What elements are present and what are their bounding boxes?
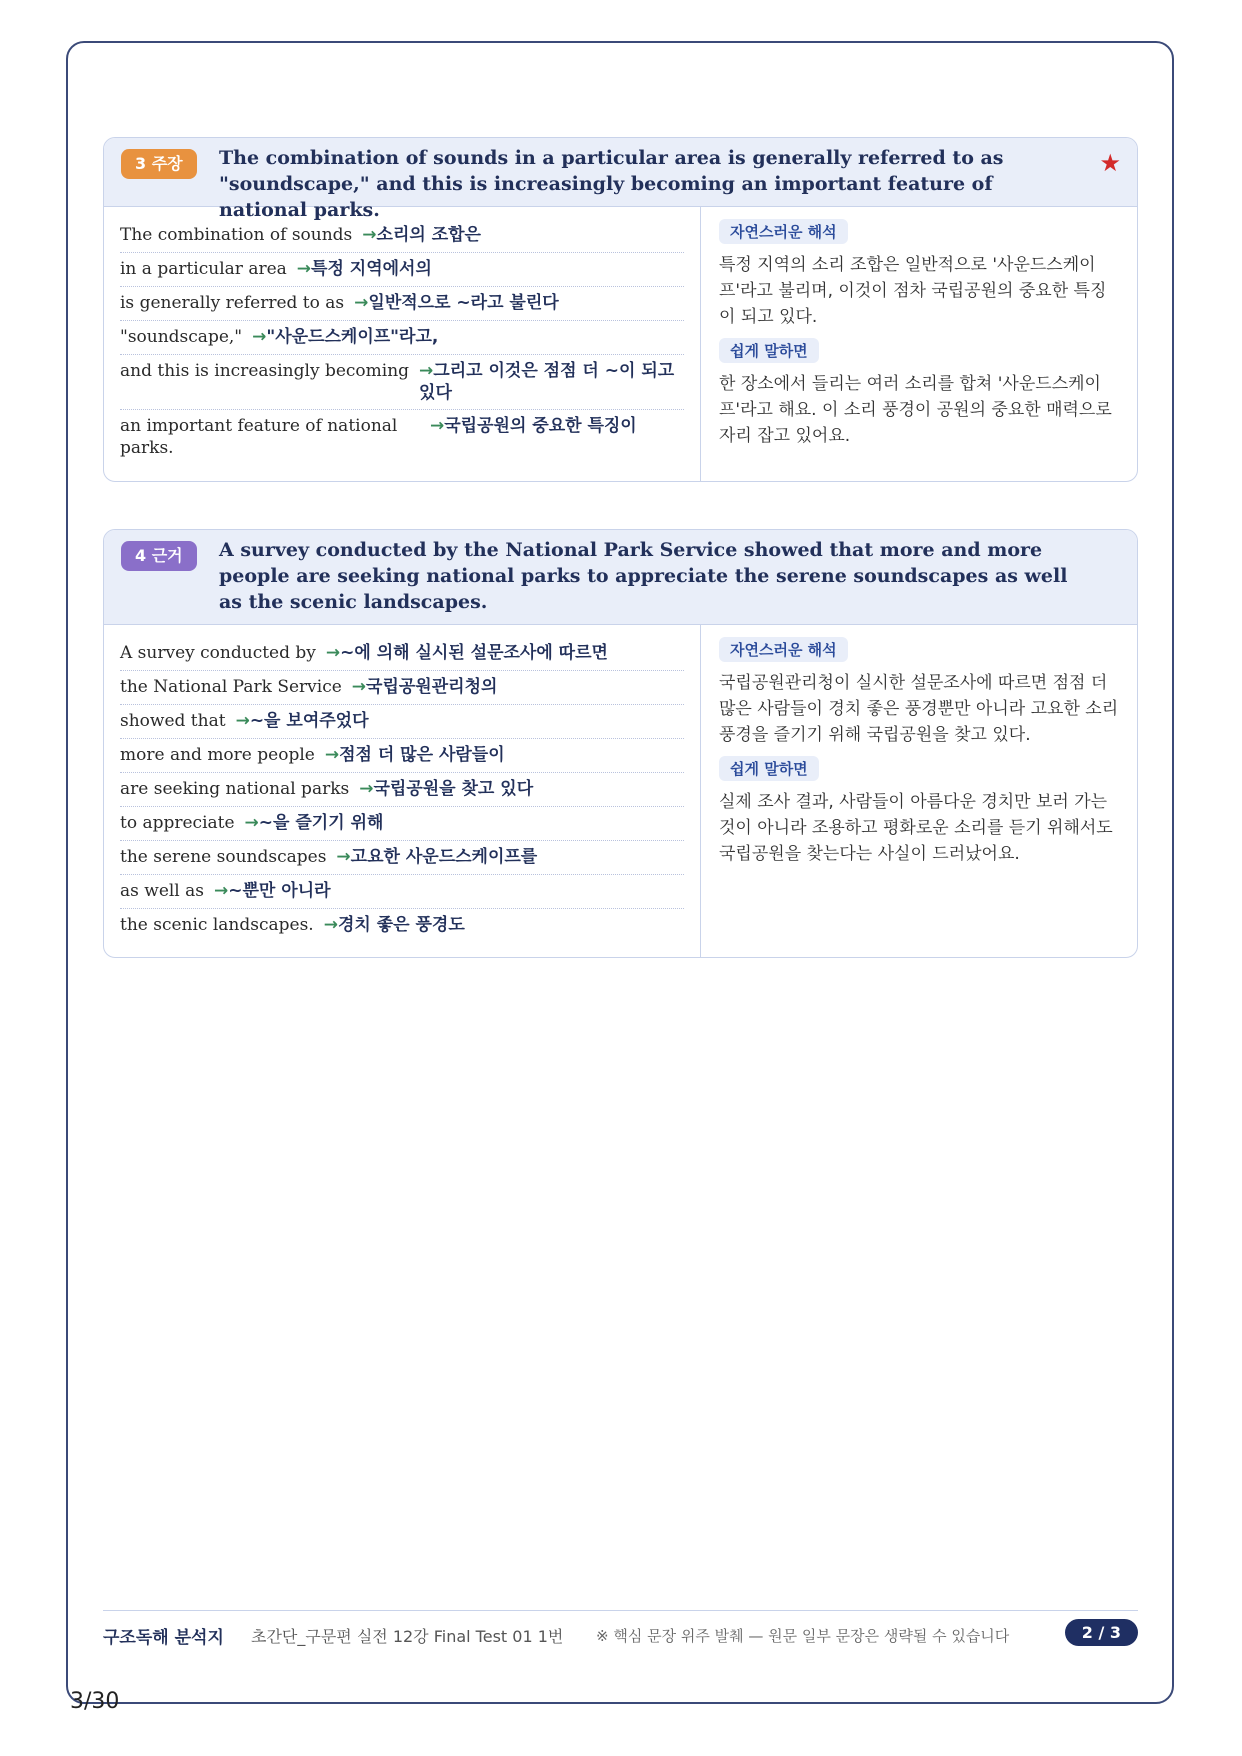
evidence-badge: 4 근거 [121, 541, 197, 571]
card-body [104, 625, 1137, 957]
page-indicator: 2 / 3 [1065, 1619, 1138, 1646]
easy-explanation-label: 쉽게 말하면 [719, 756, 819, 781]
chunk-english: to appreciate [120, 813, 235, 833]
translation-column [701, 207, 1137, 481]
footer-title: 구조독해 분석지 [103, 1628, 224, 1648]
chunk-korean: → ~에 의해 실시된 설문조사에 따르면 [326, 642, 608, 664]
chunk-korean: → ~뿐만 아니라 [214, 880, 331, 902]
key-sentence: A survey conducted by the National Park Service showed that more and more people are seeking national parks to appreciate the serene soundscapes as well as the scenic landscapes. [219, 539, 1068, 613]
chunk-row [120, 253, 684, 287]
footer-note: ※ 핵심 문장 위주 발췌 — 원문 일부 문장은 생략될 수 있습니다 [596, 1627, 1010, 1645]
chunk-korean: → "사운드스케이프"라고, [252, 326, 438, 348]
easy-explanation-text: 실제 조사 결과, 사람들이 아름다운 경치만 보러 가는 것이 아니라 조용하고 평화로운 소리를 듣기 위해서도 국립공원을 찾는다는 사실이 드러났어요. [719, 792, 1113, 864]
chunk-korean: → ~을 보여주었다 [236, 710, 369, 732]
card-header [104, 138, 1137, 221]
chunk-english: A survey conducted by [120, 643, 316, 663]
chunk-column [104, 625, 701, 957]
chunk-row [120, 287, 684, 321]
chunk-korean: → ~을 즐기기 위해 [245, 812, 384, 834]
star-icon: ★ [1099, 149, 1121, 177]
chunk-english: the National Park Service [120, 677, 342, 697]
chunk-row [120, 909, 684, 942]
chunk-column [104, 207, 701, 481]
chunk-korean: → 점점 더 많은 사람들이 [325, 744, 505, 766]
chunk-english: The combination of sounds [120, 225, 353, 245]
easy-explanation-text: 한 장소에서 들리는 여러 소리를 합쳐 '사운드스케이프'라고 해요. 이 소리 풍경이 공원의 중요한 매력으로 자리 잡고 있어요. [719, 374, 1112, 446]
chunk-korean: → 국립공원관리청의 [352, 676, 498, 698]
chunk-english: as well as [120, 881, 205, 901]
chunk-row [120, 773, 684, 807]
chunk-row [120, 321, 684, 355]
chunk-korean: → 그리고 이것은 점점 더 ~이 되고 있다 [419, 360, 684, 404]
sentence-card-4 [103, 529, 1138, 958]
natural-translation-text: 특정 지역의 소리 조합은 일반적으로 '사운드스케이프'라고 불리며, 이것이 점차 국립공원의 중요한 특징이 되고 있다. [719, 255, 1107, 327]
chunk-english: an important feature of national parks. [120, 416, 398, 458]
chunk-korean: → 특정 지역에서의 [297, 258, 432, 280]
page-footer [103, 1610, 1138, 1650]
chunk-row [120, 705, 684, 739]
chunk-row [120, 739, 684, 773]
chunk-english: and this is increasingly becoming [120, 361, 410, 381]
document-page-count: 3/30 [70, 1689, 120, 1714]
chunk-korean: → 국립공원의 중요한 특징이 [430, 415, 637, 437]
chunk-english: "soundscape," [120, 327, 243, 347]
chunk-row [120, 671, 684, 705]
chunk-row [120, 410, 684, 464]
chunk-row [120, 875, 684, 909]
chunk-korean: → 국립공원을 찾고 있다 [359, 778, 533, 800]
chunk-english: the serene soundscapes [120, 847, 327, 867]
chunk-english: are seeking national parks [120, 779, 350, 799]
chunk-korean: → 일반적으로 ~라고 불린다 [354, 292, 559, 314]
claim-badge: 3 주장 [121, 149, 197, 179]
chunk-english: more and more people [120, 745, 315, 765]
chunk-english: is generally referred to as [120, 293, 345, 313]
chunk-row [120, 355, 684, 410]
chunk-english: showed that [120, 711, 226, 731]
key-sentence: The combination of sounds in a particular area is generally referred to as "soundscape," and this is increasingly becoming an important feature of national parks. [219, 147, 1004, 221]
translation-column [701, 625, 1137, 957]
chunk-korean: → 경치 좋은 풍경도 [324, 914, 465, 936]
chunk-korean: → 고요한 사운드스케이프를 [336, 846, 537, 868]
chunk-row [120, 807, 684, 841]
sentence-card-3 [103, 137, 1138, 482]
chunk-row [120, 219, 684, 253]
card-header [104, 530, 1137, 625]
footer-subtitle: 초간단_구문편 실전 12강 Final Test 01 1번 [251, 1627, 564, 1646]
natural-translation-text: 국립공원관리청이 실시한 설문조사에 따르면 점점 더 많은 사람들이 경치 좋은 풍경뿐만 아니라 고요한 소리 풍경을 즐기기 위해 국립공원을 찾고 있다. [719, 673, 1119, 745]
easy-explanation-label: 쉽게 말하면 [719, 338, 819, 363]
natural-translation-label: 자연스러운 해석 [719, 219, 848, 244]
natural-translation-label: 자연스러운 해석 [719, 637, 848, 662]
chunk-list [104, 625, 700, 942]
chunk-row [120, 841, 684, 875]
chunk-korean: → 소리의 조합은 [362, 224, 481, 246]
chunk-list [104, 207, 700, 464]
chunk-english: in a particular area [120, 259, 287, 279]
card-body [104, 207, 1137, 481]
chunk-english: the scenic landscapes. [120, 915, 314, 935]
chunk-row [120, 637, 684, 671]
